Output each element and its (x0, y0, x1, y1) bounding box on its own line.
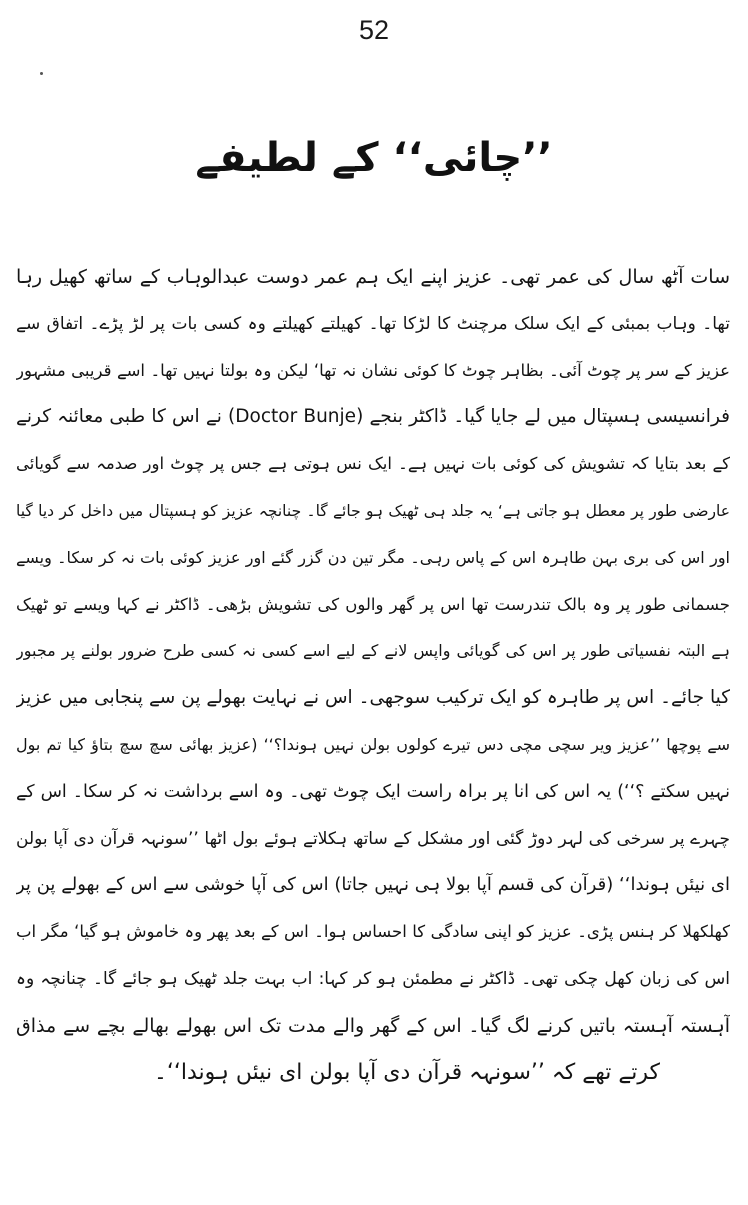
text-line: اور اس کی بری بہن طاہرہ اس کے پاس رہی۔ مگر تین دن گزر گئے اور عزیز کوئی بات نہ کر سکا۔ ویسے (16, 547, 730, 567)
page-number: 52 (358, 15, 390, 45)
text-line: کھلکھلا کر ہنس پڑی۔ عزیز کو اپنی سادگی کا احساس ہوا۔ اس کے بعد پھر وہ خاموش ہو گیا‘ مگر اب (16, 922, 730, 942)
text-line: نہیں سکتے ؟‘‘) یہ اس کی انا پر براہ راست ایک چوٹ تھی۔ وہ اسے برداشت نہ کر سکا۔ اس کے (16, 781, 730, 802)
chapter-title: ’’چائی‘‘ کے لطیفے (195, 135, 553, 181)
text-line: چہرے پر سرخی کی لہر دوڑ گئی اور مشکل کے ساتھ ہکلاتے ہوئے بول اٹھا ’’سونہہ قرآن دی آپا بولن (16, 828, 730, 849)
text-line-last: کرتے تھے کہ ’’سونہہ قرآن دی آپا بولن ای نیئں ہوندا‘‘۔ (154, 1059, 660, 1085)
text-line: ای نیئں ہوندا‘‘ (قرآن کی قسم آپا بولا ہی نہیں جاتا) اس کی آپا خوشی سے اس کے بھولے پن پر (16, 874, 730, 896)
text-line: جسمانی طور پر وہ بالک تندرست تھا اس پر گھر والوں کی تشویش بڑھی۔ ڈاکٹر نے کہا ویسے تو ٹھیک (16, 594, 730, 614)
text-line: کے بعد بتایا کہ تشویش کی کوئی بات نہیں ہے۔ ایک نس ہوتی ہے جس پر چوٹ اور صدمہ سے گویائی (16, 454, 730, 474)
text-line: آہستہ آہستہ باتیں کرنے لگ گیا۔ اس کے گھر والے مدت تک اس بھولے بھالے بچے سے مذاق (16, 1014, 730, 1037)
text-line: سے پوچھا ’’عزیز ویر سچی مچی دس تیرے کولوں بولن نہیں ہوندا؟‘‘ (عزیز بھائی سچ سچ بتاؤ کیا تم بول (16, 734, 730, 754)
text-line: عزیز کے سر پر چوٹ آئی۔ بظاہر چوٹ کا کوئی نشان نہ تھا‘ لیکن وہ بولتا نہیں تھا۔ اسے قریبی مشہور (16, 360, 730, 380)
text-line: فرانسیسی ہسپتال میں لے جایا گیا۔ ڈاکٹر بنجے (Doctor Bunje) نے اس کا طبی معائنہ کرنے (16, 406, 730, 428)
text-line: اس کی زبان کھل چکی تھی۔ ڈاکٹر نے مطمئن ہو کر کہا: اب بہت جلد ٹھیک ہو جائے گا۔ چنانچہ وہ (16, 968, 730, 989)
text-line: عارضی طور پر معطل ہو جاتی ہے‘ یہ جلد ہی ٹھیک ہو جائے گا۔ چنانچہ عزیز کو ہسپتال میں داخل کر دیا گیا (16, 501, 730, 520)
body-text (16, 254, 730, 1096)
text-line: ہے البتہ نفسیاتی طور پر اس کی گویائی واپس لانے کے لیے اسے کسی نہ کسی طرح ضرور بولنے پر مجبور (16, 641, 730, 661)
text-line: تھا۔ وہاب بمبئی کے ایک سلک مرچنٹ کا لڑکا تھا۔ کھیلتے کھیلتے وہ کسی بات پر لڑ پڑے۔ اتفاق سے (16, 313, 730, 334)
text-line: سات آٹھ سال کی عمر تھی۔ عزیز اپنے ایک ہم عمر دوست عبدالوہاب کے ساتھ کھیل رہا (16, 266, 730, 288)
scan-speck (40, 72, 43, 75)
text-line: کیا جائے۔ اس پر طاہرہ کو ایک ترکیب سوجھی۔ اس نے نہایت بھولے پن سے پنجابی میں عزیز (16, 687, 730, 709)
